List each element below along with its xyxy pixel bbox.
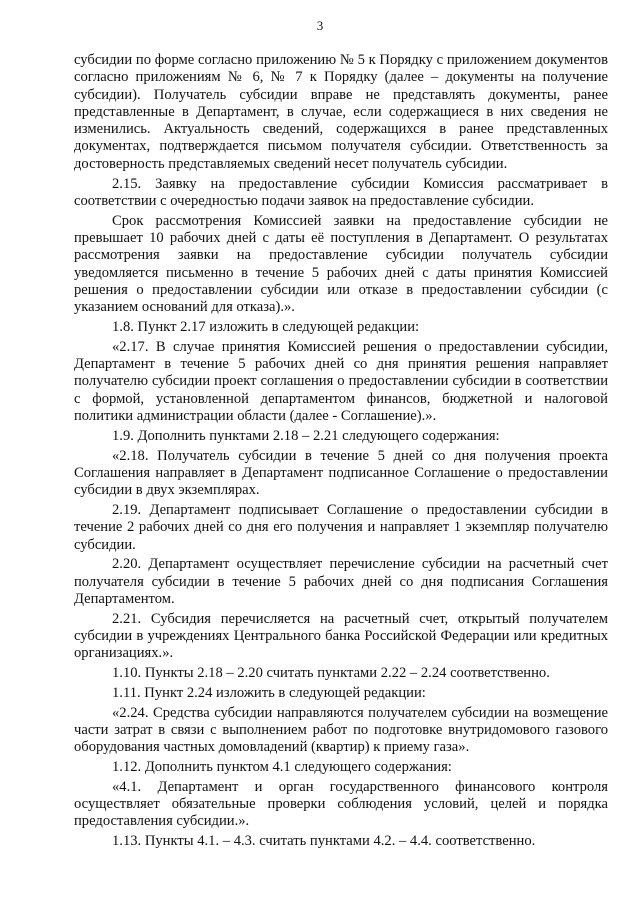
paragraph-continuation: субсидии по форме согласно приложению № 5 к Порядку с приложением документов согласно приложениям № 6, № 7 к Порядку (далее – документы на получение субсидии). Получатель субсидии вправе не представлять документы, ранее представленные в Департамент, в случае, если содержащиеся в них сведения не изменились. Актуальность сведений, содержащихся в ранее представленных документах, подтверждается письмом получателя субсидии. Ответственность за достоверность представляемых сведений несет получатель субсидии. [74,52,608,172]
paragraph-4-1: «4.1. Департамент и орган государственного финансового контроля осуществляет обязательные проверки соблюдения условий, целей и порядка предоставления субсидии.». [74,778,608,830]
paragraph-1-11: 1.11. Пункт 2.24 изложить в следующей редакции: [112,684,426,701]
paragraph-2-24: «2.24. Средства субсидии направляются получателем субсидии на возмещение части затрат в связи с выполнением работ по подготовке внутридомового газового оборудования частных домовладений (квартир) к приему газа». [74,704,608,756]
paragraph-1-13: 1.13. Пункты 4.1. – 4.3. считать пунктами 4.2. – 4.4. соответственно. [112,833,536,850]
paragraph-2-20: 2.20. Департамент осуществляет перечисление субсидии на расчетный счет получателя субсидии в течение 5 рабочих дней со дня подписания Соглашения Департаментом. [74,556,608,607]
document-body [74,52,608,851]
paragraph-2-15: 2.15. Заявку на предоставление субсидии Комиссия рассматривает в соответствии с очередностью подачи заявок на предоставление субсидии. [74,175,608,209]
paragraph-2-19: 2.19. Департамент подписывает Соглашение о предоставлении субсидии в течение 2 рабочих дней со дня его получения и направляет 1 экземпляр получателю субсидии. [74,501,608,553]
paragraph-1-10: 1.10. Пункты 2.18 – 2.20 считать пунктами 2.22 – 2.24 соответственно. [112,665,550,682]
paragraph-1-8: 1.8. Пункт 2.17 изложить в следующей редакции: [112,318,420,335]
paragraph-1-9: 1.9. Дополнить пунктами 2.18 – 2.21 следующего содержания: [112,427,500,444]
paragraph-review-term: Срок рассмотрения Комиссией заявки на предоставление субсидии не превышает 10 рабочих дней с даты её поступления в Департамент. О результатах рассмотрения заявки на предоставление субсидии получатель субсидии уведомляется письменно в течение 5 рабочих дней с даты принятия Комиссией решения о предоставлении субсидии или отказе в предоставлении субсидии (с указанием оснований для отказа).». [74,212,608,316]
page-number: 3 [316,18,324,33]
paragraph-2-18: «2.18. Получатель субсидии в течение 5 дней со дня получения проекта Соглашения направляет в Департамент подписанное Соглашение о предоставлении субсидии в двух экземплярах. [74,447,608,499]
paragraph-2-17: «2.17. В случае принятия Комиссией решения о предоставлении субсидии, Департамент в течение 5 рабочих дней со дня принятия решения направляет получателю субсидии проект соглашения о предоставлении субсидии в соответствии с формой, установленной департаментом финансов, бюджетной и налоговой политики администрации области (далее - Соглашение).». [74,338,608,424]
paragraph-1-12: 1.12. Дополнить пунктом 4.1 следующего содержания: [112,759,452,776]
paragraph-2-21: 2.21. Субсидия перечисляется на расчетный счет, открытый получателем субсидии в учреждениях Центрального банка Российской Федерации или кредитных организациях.». [74,610,608,662]
